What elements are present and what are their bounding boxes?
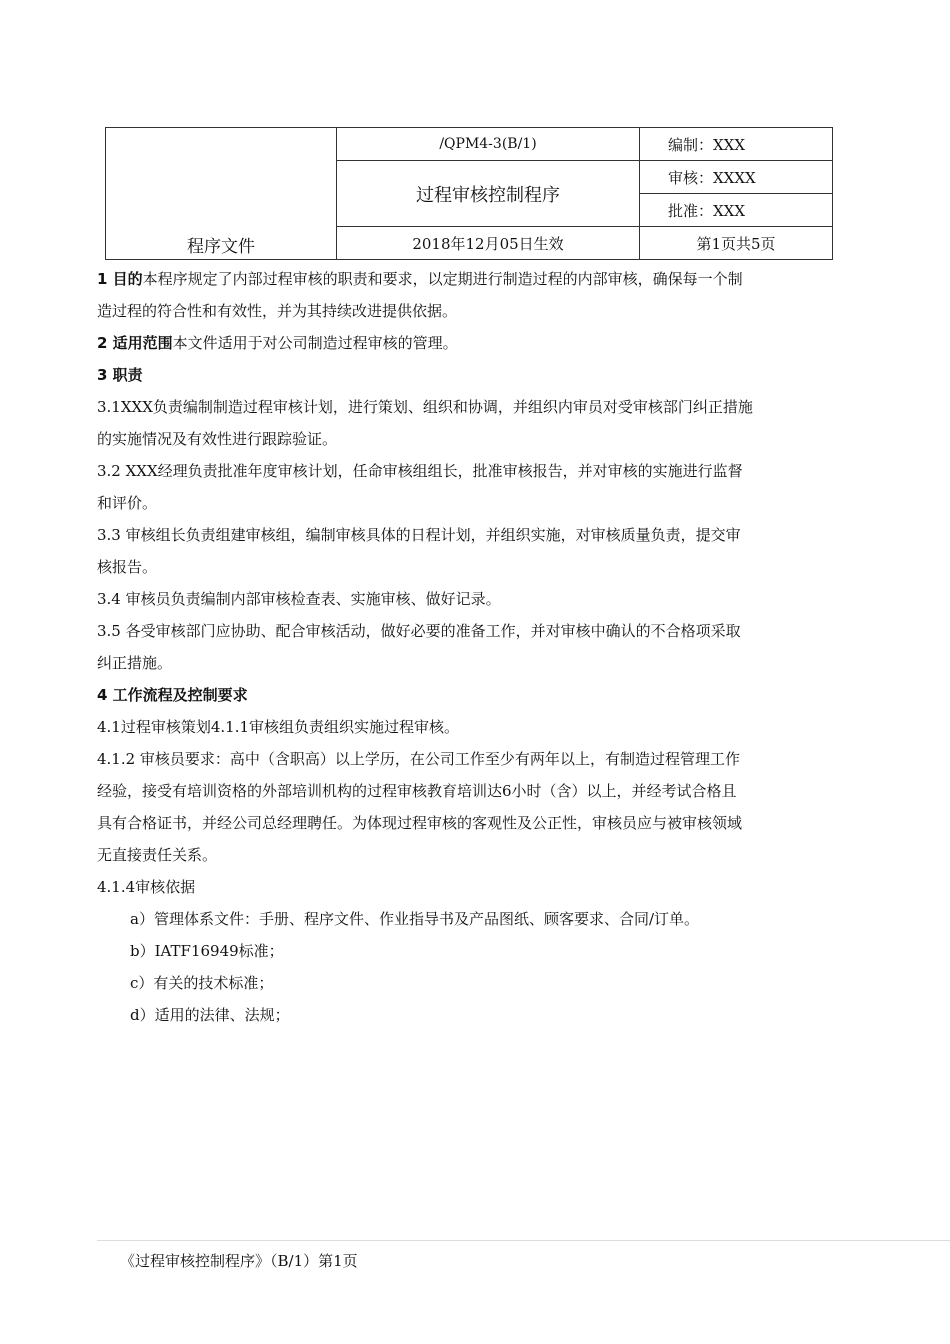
effective-date: 2018年12月05日生效 <box>412 234 564 253</box>
paragraph-line: 无直接责任关系。 <box>97 846 218 864</box>
list-item: c）有关的技术标准； <box>130 974 274 992</box>
section-heading: 1 目的 <box>97 270 143 288</box>
document-header-table <box>105 127 833 260</box>
list-item: d）适用的法律、法规； <box>130 1006 290 1024</box>
paragraph-line: 经验，接受有培训资格的外部培训机构的过程审核教育培训达6小时（含）以上，并经考试合格且 <box>97 782 737 800</box>
paragraph-line: 纠正措施。 <box>97 654 173 672</box>
paragraph-line: 3.5 各受审核部门应协助、配合审核活动，做好必要的准备工作，并对审核中确认的不合格项采取 <box>97 622 741 640</box>
section-heading: 3 职责 <box>97 366 143 384</box>
paragraph-line: 具有合格证书，并经公司总经理聘任。为体现过程审核的客观性及公正性，审核员应与被审核领域 <box>97 814 743 832</box>
paragraph-line: 和评价。 <box>97 494 158 512</box>
doc-code: /QPM4-3(B/1) <box>439 136 537 152</box>
footer-divider <box>97 1240 950 1241</box>
paragraph-line: 3.2 XXX经理负责批准年度审核计划，任命审核组组长，批准审核报告，并对审核的实施进行监督 <box>97 462 743 480</box>
list-item: b）IATF16949标准； <box>130 942 284 960</box>
paragraph-line: 4.1.4审核依据 <box>97 878 196 896</box>
section-2 <box>97 327 837 359</box>
paragraph-line: 4.1.2 审核员要求：高中（含职高）以上学历，在公司工作至少有两年以上，有制造过程管理工作 <box>97 750 740 768</box>
paragraph-line: 造过程的符合性和有效性，并为其持续改进提供依据。 <box>97 302 458 320</box>
paragraph-line: 核报告。 <box>97 558 158 576</box>
paragraph-line: 3.3 审核组长负责组建审核组，编制审核具体的日程计划，并组织实施，对审核质量负责，提交审 <box>97 526 741 544</box>
approved-by: 批准：XXX <box>668 201 746 220</box>
reviewed-by: 审核：XXXX <box>668 168 756 187</box>
paragraph-text: 本程序规定了内部过程审核的职责和要求，以定期进行制造过程的内部审核，确保每一个制 <box>142 270 743 288</box>
paragraph-line: 的实施情况及有效性进行跟踪验证。 <box>97 430 338 448</box>
list-item: a）管理体系文件：手册、程序文件、作业指导书及产品图纸、顾客要求、合同/订单。 <box>130 910 700 928</box>
paragraph-line: 3.4 审核员负责编制内部审核检查表、实施审核、做好记录。 <box>97 590 501 608</box>
section-1 <box>97 263 837 295</box>
section-heading: 4 工作流程及控制要求 <box>97 686 248 704</box>
doc-title: 过程审核控制程序 <box>416 184 560 206</box>
compiled-by: 编制：XXX <box>668 135 746 154</box>
doc-type-label: 程序文件 <box>187 236 255 257</box>
page-footer: 《过程审核控制程序》（B/1）第1页 <box>120 1252 358 1270</box>
paragraph-text: 本文件适用于对公司制造过程审核的管理。 <box>172 334 458 352</box>
paragraph-line: 4.1过程审核策划4.1.1审核组负责组织实施过程审核。 <box>97 718 460 736</box>
paragraph-line: 3.1XXX负责编制制造过程审核计划，进行策划、组织和协调，并组织内审员对受审核部门纠正措施 <box>97 398 753 416</box>
section-heading: 2 适用范围 <box>97 334 173 352</box>
page-info: 第1页共5页 <box>696 234 776 253</box>
